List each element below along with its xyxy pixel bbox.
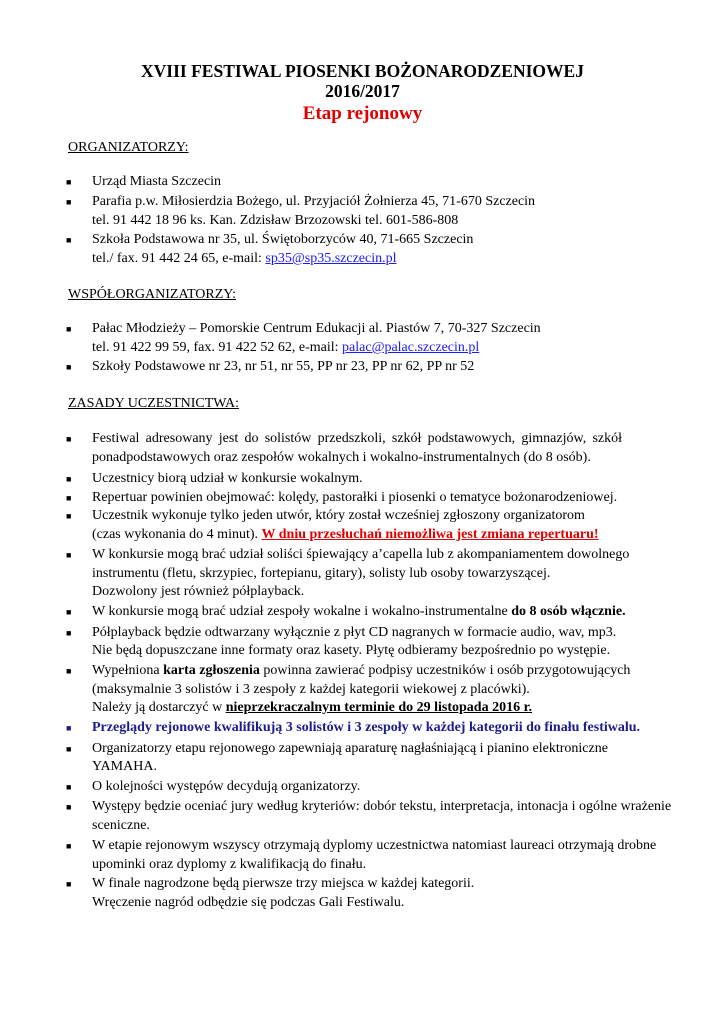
rule-item-cont — [92, 526, 599, 544]
rule-item: Uczestnicy biorą udział w konkursie wokalnym. — [92, 471, 363, 486]
rule-item-cont: Dozwolony jest również półplayback. — [92, 584, 305, 599]
coorganizer-item-contact — [92, 339, 479, 357]
rule-text: (czas wykonania do 4 minut). — [92, 527, 262, 542]
group-size-limit: do 8 osób włącznie. — [511, 604, 626, 619]
rule-item: W konkursie mogą brać udział soliści śpiewający a’capella lub z akompaniamentem dowolnego — [92, 547, 630, 562]
organizer-item-contact — [92, 250, 397, 268]
bullet-icon: ■ — [66, 235, 72, 245]
bullet-icon: ■ — [66, 362, 72, 372]
bullet-icon: ■ — [66, 628, 72, 638]
contact-text: tel./ fax. 91 442 24 65, e-mail: — [92, 251, 266, 266]
rule-item-cont: Wręczenie nagród odbędzie się podczas Gali Festiwalu. — [92, 895, 405, 910]
bullet-icon: ■ — [66, 493, 72, 503]
contact-text: tel. 91 422 99 59, fax. 91 422 52 62, e-mail: — [92, 340, 343, 355]
rule-item-cont: instrumentu (fletu, skrzypiec, fortepianu, gitary), solisty lub osoby towarzyszącej. — [92, 566, 551, 581]
organizers-heading: ORGANIZATORZY: — [68, 140, 189, 155]
rule-item: Występy będzie oceniać jury według kryteriów: dobór tekstu, interpretacja, intonacja i ogólne wrażenie — [92, 799, 672, 814]
organizer-item: Urząd Miasta Szczecin — [92, 174, 222, 189]
bullet-icon: ■ — [66, 550, 72, 560]
email-link[interactable]: sp35@sp35.szczecin.pl — [265, 251, 397, 266]
deadline: nieprzekraczalnym terminie do 29 listopada 2016 r. — [225, 700, 533, 715]
rule-item-cont: YAMAHA. — [92, 759, 157, 774]
organizer-item: Parafia p.w. Miłosierdzia Bożego, ul. Przyjaciół Żołnierza 45, 71-670 Szczecin — [92, 194, 536, 209]
email-link[interactable]: palac@palac.szczecin.pl — [342, 340, 480, 355]
rule-item: Organizatorzy etapu rejonowego zapewniają aparaturę nagłaśniającą i pianino elektroniczne — [92, 741, 608, 756]
bullet-icon: ■ — [66, 802, 72, 812]
rule-text: powinna zawierać podpisy uczestników i osób przygotowujących — [259, 663, 631, 678]
rules-heading: ZASADY UCZESTNICTWA: — [68, 396, 239, 411]
rule-item: O kolejności występów decydują organizatorzy. — [92, 779, 361, 794]
rule-item-cont: Nie będą dopuszczane inne formaty oraz kasety. Płytę odbieramy bezpośrednio po występie. — [92, 643, 611, 658]
stage-title: Etap rejonowy — [302, 103, 423, 124]
coorganizer-item: Pałac Młodzieży – Pomorskie Centrum Edukacji al. Piastów 7, 70-327 Szczecin — [92, 321, 541, 336]
bullet-icon: ■ — [66, 607, 72, 617]
bullet-icon: ■ — [66, 434, 72, 444]
bullet-icon: ■ — [66, 177, 72, 187]
bullet-icon: ■ — [66, 474, 72, 484]
rule-item: W etapie rejonowym wszyscy otrzymają dyplomy uczestnictwa natomiast laureaci otrzymają drobne — [92, 838, 657, 853]
festival-year: 2016/2017 — [325, 81, 400, 101]
rule-text: Festiwal adresowany jest do solistów przedszkoli, szkół podstawowych, gimnazjów, szkół — [92, 431, 622, 446]
rule-item-cont: upominki oraz dyplomy z kwalifikacją do finału. — [92, 857, 367, 872]
bullet-icon: ■ — [66, 197, 72, 207]
rule-item — [92, 662, 630, 680]
bullet-icon: ■ — [66, 324, 72, 334]
organizer-item: Szkoła Podstawowa nr 35, ul. Świętoborzyców 40, 71-665 Szczecin — [92, 232, 474, 247]
bullet-icon: ■ — [66, 666, 72, 676]
bullet-icon: ■ — [66, 744, 72, 754]
coorganizers-heading: WSPÓŁORGANIZATORZY: — [68, 287, 237, 302]
bullet-icon: ■ — [66, 782, 72, 792]
rule-text: Należy ją dostarczyć w — [92, 700, 226, 715]
organizer-item-contact: tel. 91 442 18 96 ks. Kan. Zdzisław Brzozowski tel. 601-586-808 — [92, 213, 459, 228]
festival-title: XVIII FESTIWAL PIOSENKI BOŻONARODZENIOWEJ — [141, 61, 584, 81]
bullet-icon: ■ — [66, 511, 72, 521]
rule-item — [92, 430, 622, 448]
application-form-label: karta zgłoszenia — [163, 663, 260, 678]
rule-item: Repertuar powinien obejmować: kolędy, pastorałki i piosenki o tematyce bożonarodzeniowej. — [92, 490, 618, 505]
rule-item: Uczestnik wykonuje tylko jeden utwór, który został wcześniej zgłoszony organizatorom — [92, 508, 585, 523]
bullet-icon: ■ — [66, 723, 72, 733]
rule-item — [92, 603, 626, 621]
rule-item-cont — [92, 699, 532, 717]
rule-item: Półplayback będzie odtwarzany wyłącznie z płyt CD nagranych w formacie audio, wav, mp3. — [92, 625, 617, 640]
repertoire-warning: W dniu przesłuchań niemożliwa jest zmiana repertuaru! — [261, 527, 599, 542]
bullet-icon: ■ — [66, 841, 72, 851]
coorganizer-item: Szkoły Podstawowe nr 23, nr 51, nr 55, PP nr 23, PP nr 62, PP nr 52 — [92, 359, 475, 374]
bullet-icon: ■ — [66, 879, 72, 889]
qualification-rule: Przeglądy rejonowe kwalifikują 3 solistów i 3 zespoły w każdej kategorii do finału festiwalu. — [92, 720, 641, 735]
rule-item-cont: sceniczne. — [92, 818, 150, 833]
rule-text: W konkursie mogą brać udział zespoły wokalne i wokalno-instrumentalne — [92, 604, 512, 619]
rule-item-cont: ponadpodstawowych oraz zespołów wokalnych i wokalno-instrumentalnych (do 8 osób). — [92, 450, 591, 465]
rule-item-cont: (maksymalnie 3 solistów i 3 zespoły z każdej kategorii wiekowej z placówki). — [92, 682, 530, 697]
rule-text: Wypełniona — [92, 663, 164, 678]
rule-item: W finale nagrodzone będą pierwsze trzy miejsca w każdej kategorii. — [92, 876, 475, 891]
